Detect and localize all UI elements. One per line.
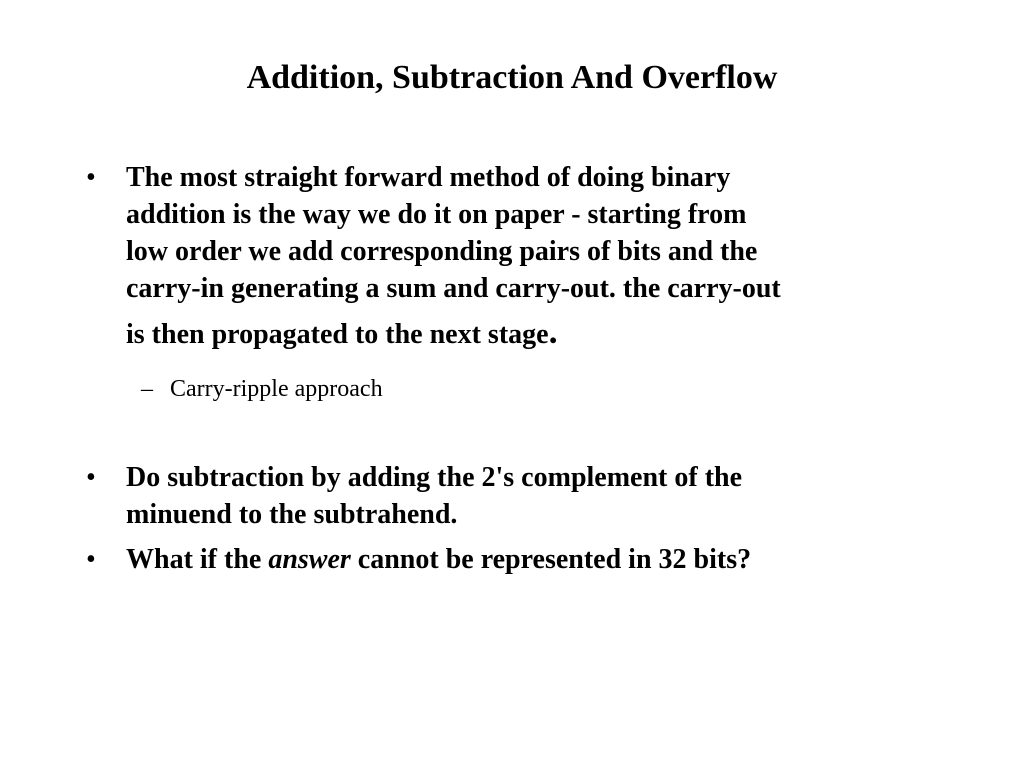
slide-title: Addition, Subtraction And Overflow <box>246 59 778 96</box>
bullet-line: Do subtraction by adding the 2's complement of the <box>126 462 743 493</box>
sub-bullet-text: Carry-ripple approach <box>170 376 383 402</box>
bullet-marker: • <box>86 462 96 493</box>
bullet-line: The most straight forward method of doing binary <box>126 162 731 193</box>
bullet-line: is then propagated to the next stage <box>126 319 549 350</box>
end-period: . <box>548 311 558 351</box>
bullet-line-last <box>126 311 946 353</box>
bullet-text <box>126 459 946 533</box>
bullet-marker: • <box>86 162 96 193</box>
bullet-text <box>126 159 946 353</box>
bullet-line: minuend to the subtrahend. <box>126 499 458 530</box>
bullet-line: low order we add corresponding pairs of bits and the <box>126 236 758 267</box>
bullet-text-after: cannot be represented in 32 bits? <box>350 544 752 575</box>
bullet-marker: • <box>86 544 96 575</box>
bullet-text <box>126 541 946 578</box>
bullet-line: carry-in generating a sum and carry-out. the carry-out <box>126 273 781 304</box>
sub-bullet-marker: – <box>141 376 153 402</box>
bullet-text-before: What if the <box>126 544 269 575</box>
emphasis-word: answer <box>268 544 351 575</box>
bullet-line: addition is the way we do it on paper - starting from <box>126 199 747 230</box>
